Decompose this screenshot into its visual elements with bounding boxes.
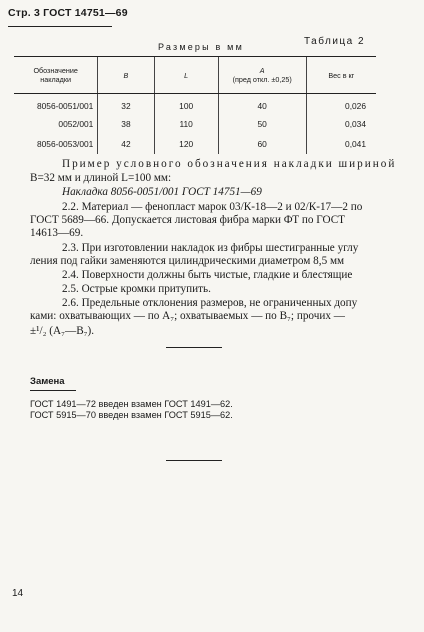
clause-2-3-line1: 2.3. При изготовлении накладок из фибры шестигранные углу [62, 242, 359, 254]
changes-title-underline [30, 390, 76, 391]
clause-2-6-line2: ками: охватывающих — по A₇; охватываемых — по B₇; прочих — [30, 310, 345, 322]
header-l: L [154, 57, 218, 94]
cell-b: 42 [98, 134, 154, 154]
table-row [14, 134, 376, 154]
section-divider [166, 347, 222, 348]
cell-a: 40 [218, 94, 306, 114]
page-number: 14 [12, 588, 24, 599]
table-number: Таблица 2 [304, 36, 366, 47]
clause-2-6-line3: ±¹/₂ (A₇—B₇). [30, 325, 95, 337]
table-caption: Размеры в мм [158, 42, 244, 52]
change-line-1: ГОСТ 1491—72 введен взамен ГОСТ 1491—62. [30, 399, 233, 409]
change-line-2: ГОСТ 5915—70 введен взамен ГОСТ 5915—62. [30, 410, 233, 420]
table-header-row [14, 57, 376, 94]
example-intro-line1: Пример условного обозначения накладки шириной [62, 158, 397, 170]
clause-2-3-line2: ления под гайки заменяются цилиндрическими диаметром 8,5 мм [30, 255, 345, 267]
header-weight: Вес в кг [306, 57, 376, 94]
example-intro-line2: B=32 мм и длиной L=100 мм: [30, 172, 172, 184]
table-row [14, 114, 376, 134]
clause-2-2-line2: ГОСТ 5689—66. Допускается листовая фибра марки ФТ по ГОСТ [30, 214, 345, 226]
clause-2-2-line1: 2.2. Материал — фенопласт марок 03/К-18—2 и 02/К-17—2 по [62, 201, 363, 213]
cell-l: 120 [154, 134, 218, 154]
cell-a: 60 [218, 134, 306, 154]
clause-2-2-line3: 14613—69. [30, 227, 84, 239]
cell-code: 0052/001 [58, 118, 94, 129]
cell-b: 32 [98, 94, 154, 114]
changes-title: Замена [30, 376, 65, 387]
cell-l: 110 [154, 114, 218, 134]
header-rule [8, 26, 112, 27]
closing-divider [166, 460, 222, 461]
header-designation: Обозначение накладки [14, 57, 98, 94]
clause-2-4: 2.4. Поверхности должны быть чистые, гладкие и блестящие [62, 269, 353, 281]
example-designation: Накладка 8056-0051/001 ГОСТ 14751—69 [62, 186, 262, 198]
cell-weight: 0,034 [306, 114, 376, 134]
cell-code: 8056-0051/001 [36, 100, 94, 111]
header-a: A (пред откл. ±0,25) [218, 57, 306, 94]
header-b: B [98, 57, 154, 94]
cell-weight: 0,026 [306, 94, 376, 114]
clause-2-6-line1: 2.6. Предельные отклонения размеров, не ограниченных допу [62, 297, 358, 309]
table-row [14, 94, 376, 114]
clause-2-5: 2.5. Острые кромки притупить. [62, 283, 211, 295]
dimensions-table [14, 56, 376, 154]
cell-l: 100 [154, 94, 218, 114]
cell-code: 8056-0053/001 [36, 138, 94, 149]
cell-b: 38 [98, 114, 154, 134]
cell-weight: 0,041 [306, 134, 376, 154]
page-header: Стр. 3 ГОСТ 14751—69 [8, 7, 128, 19]
cell-a: 50 [218, 114, 306, 134]
